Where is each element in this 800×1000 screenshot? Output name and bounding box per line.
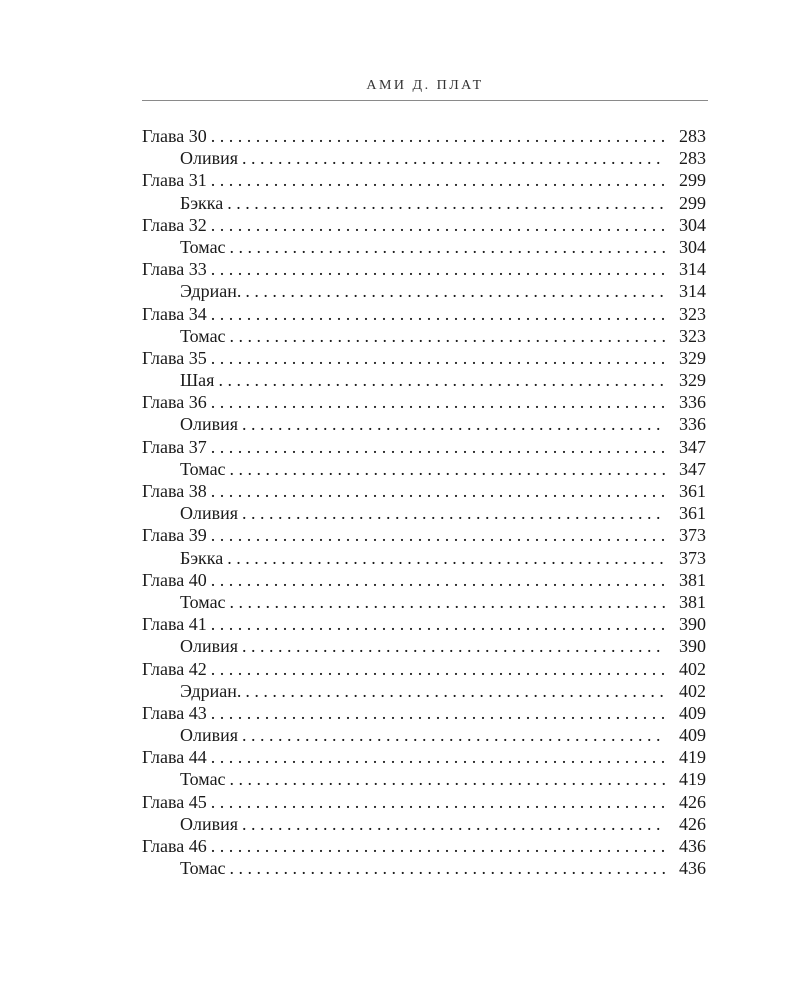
toc-entry-chapter[interactable] <box>142 303 706 325</box>
toc-entry-page-number: 347 <box>679 458 706 479</box>
toc-entry-page-number: 409 <box>679 702 706 723</box>
table-of-contents <box>142 125 706 879</box>
toc-entry-title: Глава 41 <box>142 614 207 635</box>
toc-entry-page-number: 373 <box>679 547 706 568</box>
toc-entry-chapter[interactable] <box>142 746 706 768</box>
toc-entry-title: Томас <box>180 325 226 346</box>
toc-entry-title: Бэкка <box>180 547 224 568</box>
toc-dot-leader <box>211 524 666 546</box>
toc-dot-leader <box>211 746 666 768</box>
toc-dot-leader <box>211 391 666 413</box>
toc-entry-page-number: 419 <box>679 747 706 768</box>
toc-entry-narrator[interactable] <box>142 680 706 702</box>
toc-entry-title: Глава 40 <box>142 569 207 590</box>
toc-dot-leader <box>211 835 666 857</box>
toc-entry-narrator[interactable] <box>142 635 706 657</box>
toc-entry-page-number: 299 <box>679 192 706 213</box>
toc-entry-page-number: 409 <box>679 725 706 746</box>
toc-entry-title: Томас <box>180 591 226 612</box>
toc-entry-narrator[interactable] <box>142 458 706 480</box>
toc-entry-chapter[interactable] <box>142 169 706 191</box>
toc-entry-title: Глава 36 <box>142 392 207 413</box>
toc-entry-page-number: 373 <box>679 525 706 546</box>
toc-entry-page-number: 402 <box>679 680 706 701</box>
toc-entry-title: Глава 38 <box>142 481 207 501</box>
toc-entry-title: Глава 34 <box>142 303 207 324</box>
running-header-author: АМИ Д. ПЛАТ <box>366 78 484 93</box>
toc-entry-narrator[interactable] <box>142 192 706 214</box>
toc-entry-narrator[interactable] <box>142 325 706 347</box>
toc-entry-page-number: 419 <box>679 769 706 790</box>
toc-entry-narrator[interactable] <box>142 280 706 302</box>
toc-entry-page-number: 299 <box>679 170 706 191</box>
toc-entry-chapter[interactable] <box>142 480 706 502</box>
toc-dot-leader <box>230 236 666 258</box>
toc-entry-narrator[interactable] <box>142 813 706 835</box>
toc-dot-leader <box>227 192 666 214</box>
toc-dot-leader <box>242 813 666 835</box>
toc-entry-title: Томас <box>180 458 226 479</box>
toc-entry-narrator[interactable] <box>142 236 706 258</box>
toc-dot-leader <box>211 347 666 369</box>
toc-entry-page-number: 329 <box>679 370 706 391</box>
toc-entry-chapter[interactable] <box>142 569 706 591</box>
toc-dot-leader <box>211 658 666 680</box>
toc-entry-chapter[interactable] <box>142 791 706 813</box>
toc-entry-chapter[interactable] <box>142 391 706 413</box>
toc-entry-title: Глава 43 <box>142 702 207 723</box>
toc-dot-leader <box>211 436 666 458</box>
toc-dot-leader <box>230 325 666 347</box>
toc-entry-page-number: 283 <box>679 126 706 146</box>
toc-entry-page-number: 336 <box>679 392 706 413</box>
toc-dot-leader <box>245 280 666 302</box>
toc-dot-leader <box>242 413 666 435</box>
toc-entry-title: Глава 32 <box>142 214 207 235</box>
toc-dot-leader <box>230 591 666 613</box>
toc-entry-page-number: 436 <box>679 858 706 879</box>
toc-dot-leader <box>211 214 666 236</box>
toc-entry-narrator[interactable] <box>142 369 706 391</box>
toc-entry-title: Оливия <box>180 148 239 169</box>
toc-entry-title: Томас <box>180 236 226 257</box>
toc-entry-narrator[interactable] <box>142 547 706 569</box>
toc-entry-title: Оливия <box>180 636 239 657</box>
toc-entry-chapter[interactable] <box>142 436 706 458</box>
toc-entry-title: Глава 35 <box>142 347 207 368</box>
toc-entry-page-number: 426 <box>679 791 706 812</box>
toc-entry-title: Глава 42 <box>142 658 207 679</box>
running-header <box>142 74 708 101</box>
toc-dot-leader <box>242 147 666 169</box>
toc-entry-title: Томас <box>180 858 226 879</box>
toc-entry-page-number: 304 <box>679 236 706 257</box>
toc-dot-leader <box>211 125 666 147</box>
toc-entry-page-number: 381 <box>679 591 706 612</box>
toc-entry-chapter[interactable] <box>142 613 706 635</box>
toc-dot-leader <box>230 458 666 480</box>
toc-entry-narrator[interactable] <box>142 768 706 790</box>
toc-dot-leader <box>211 169 666 191</box>
toc-entry-title: Оливия <box>180 813 239 834</box>
toc-entry-page-number: 381 <box>679 569 706 590</box>
toc-entry-narrator[interactable] <box>142 591 706 613</box>
toc-entry-page-number: 283 <box>679 148 706 169</box>
toc-entry-title: Глава 31 <box>142 170 207 191</box>
toc-entry-narrator[interactable] <box>142 147 706 169</box>
toc-dot-leader <box>230 768 666 790</box>
toc-entry-page-number: 402 <box>679 658 706 679</box>
toc-entry-title: Эдриан. <box>180 680 242 701</box>
toc-entry-narrator[interactable] <box>142 502 706 524</box>
toc-entry-page-number: 336 <box>679 414 706 435</box>
toc-entry-chapter[interactable] <box>142 347 706 369</box>
toc-entry-page-number: 390 <box>679 636 706 657</box>
toc-entry-page-number: 347 <box>679 436 706 457</box>
toc-dot-leader <box>211 613 666 635</box>
toc-entry-narrator[interactable] <box>142 413 706 435</box>
toc-entry-title: Томас <box>180 769 226 790</box>
toc-dot-leader <box>227 547 666 569</box>
toc-dot-leader <box>245 680 666 702</box>
toc-entry-chapter[interactable] <box>142 214 706 236</box>
toc-entry-title: Глава 33 <box>142 259 207 280</box>
toc-entry-page-number: 314 <box>679 259 706 280</box>
toc-entry-chapter[interactable] <box>142 702 706 724</box>
toc-dot-leader <box>211 480 666 502</box>
toc-entry-page-number: 304 <box>679 214 706 235</box>
toc-entry-page-number: 314 <box>679 281 706 302</box>
toc-entry-chapter[interactable] <box>142 524 706 546</box>
toc-entry-title: Глава 45 <box>142 791 207 812</box>
toc-entry-title: Оливия <box>180 414 239 435</box>
toc-entry-title: Эдриан. <box>180 281 242 302</box>
toc-entry-narrator[interactable] <box>142 724 706 746</box>
toc-dot-leader <box>242 635 666 657</box>
toc-entry-page-number: 323 <box>679 325 706 346</box>
toc-entry-page-number: 323 <box>679 303 706 324</box>
toc-entry-chapter[interactable] <box>142 258 706 280</box>
toc-entry-title: Глава 37 <box>142 436 207 457</box>
toc-entry-title: Оливия <box>180 725 239 746</box>
toc-entry-title: Глава 30 <box>142 126 207 146</box>
toc-entry-title: Шая <box>180 370 215 391</box>
toc-entry-chapter[interactable] <box>142 835 706 857</box>
toc-entry-page-number: 329 <box>679 347 706 368</box>
toc-dot-leader <box>230 857 666 879</box>
toc-dot-leader <box>218 369 666 391</box>
toc-entry-title: Глава 39 <box>142 525 207 546</box>
toc-entry-page-number: 361 <box>679 503 706 524</box>
toc-dot-leader <box>211 303 666 325</box>
toc-entry-title: Оливия <box>180 503 239 524</box>
toc-dot-leader <box>242 502 666 524</box>
toc-entry-page-number: 390 <box>679 614 706 635</box>
toc-entry-title: Глава 44 <box>142 747 207 768</box>
toc-dot-leader <box>211 569 666 591</box>
toc-dot-leader <box>211 702 666 724</box>
toc-entry-narrator[interactable] <box>142 857 706 879</box>
toc-dot-leader <box>242 724 666 746</box>
toc-dot-leader <box>211 791 666 813</box>
toc-entry-page-number: 426 <box>679 813 706 834</box>
toc-entry-title: Бэкка <box>180 192 224 213</box>
toc-entry-chapter[interactable] <box>142 658 706 680</box>
toc-dot-leader <box>211 258 666 280</box>
toc-entry-page-number: 361 <box>679 481 706 501</box>
toc-entry-page-number: 436 <box>679 836 706 856</box>
toc-entry-title: Глава 46 <box>142 836 207 856</box>
toc-entry-chapter[interactable] <box>142 125 706 147</box>
